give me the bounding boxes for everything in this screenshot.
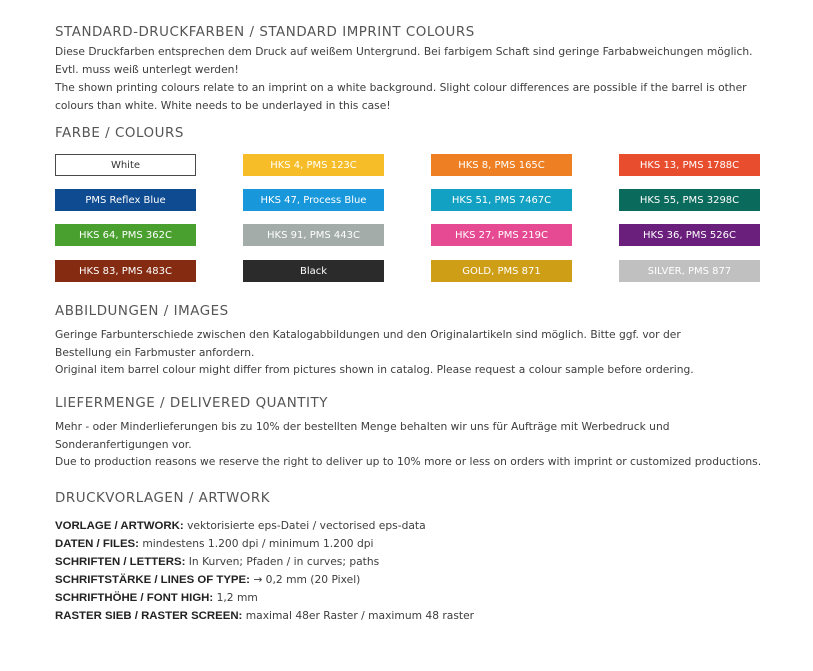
images-text: Geringe Farbunterschiede zwischen den Katalogabbildungen und den Originalartikeln sind möglich. Bitte ggf. vor der Bestellung ein Farbmuster anfordern. Original item barrel colour might differ from pictures shown in catalog. Please request a colour sample before ordering.	[55, 328, 694, 376]
swatch-hks-4: HKS 4, PMS 123C	[243, 154, 384, 176]
spec-files: DATEN / FILES: mindestens 1.200 dpi / minimum 1.200 dpi	[55, 537, 374, 550]
swatch-hks-13: HKS 13, PMS 1788C	[619, 154, 760, 176]
spec-lines-of-type: SCHRIFTSTÄRKE / LINES OF TYPE: → 0,2 mm (20 Pixel)	[55, 573, 361, 586]
standard-colours-english-text: The shown printing colours relate to an imprint on a white background. Slight colour differences are possible if the barrel is other colours than white. White needs to be underlayed in this case!	[55, 81, 747, 112]
quantity-heading: LIEFERMENGE / DELIVERED QUANTITY	[55, 396, 328, 411]
spec-artwork: VORLAGE / ARTWORK: vektorisierte eps-Datei / vectorised eps-data	[55, 519, 426, 532]
swatch-pms-reflex-blue: PMS Reflex Blue	[55, 189, 196, 211]
swatch-hks-64: HKS 64, PMS 362C	[55, 224, 196, 246]
swatch-hks-55: HKS 55, PMS 3298C	[619, 189, 760, 211]
swatch-silver: SILVER, PMS 877	[619, 260, 760, 282]
swatch-hks-8: HKS 8, PMS 165C	[431, 154, 572, 176]
swatch-hks-47: HKS 47, Process Blue	[243, 189, 384, 211]
spec-font-high: SCHRIFTHÖHE / FONT HIGH: 1,2 mm	[55, 591, 258, 604]
quantity-text: Mehr - oder Minderlieferungen bis zu 10% der bestellten Menge behalten wir uns für Aufträge mit Werbedruck und Sonderanfertigungen vor. Due to production reasons we reserve the right to deliver up to 10% more or less on orders with imprint or customized productions.	[55, 420, 762, 468]
swatch-hks-83: HKS 83, PMS 483C	[55, 260, 196, 282]
colours-heading: FARBE / COLOURS	[55, 126, 184, 141]
standard-colours-german-text: Diese Druckfarben entsprechen dem Druck auf weißem Untergrund. Bei farbigem Schaft sind geringe Farbabweichungen möglich. Evtl. muss weiß unterlegt werden!	[55, 45, 753, 76]
swatch-hks-91: HKS 91, PMS 443C	[243, 224, 384, 246]
swatch-white: White	[55, 154, 196, 176]
spec-raster-screen: RASTER SIEB / RASTER SCREEN: maximal 48er Raster / maximum 48 raster	[55, 609, 475, 622]
swatch-black: Black	[243, 260, 384, 282]
swatch-hks-27: HKS 27, PMS 219C	[431, 224, 572, 246]
images-heading: ABBILDUNGEN / IMAGES	[55, 304, 229, 319]
swatch-hks-51: HKS 51, PMS 7467C	[431, 189, 572, 211]
artwork-heading: DRUCKVORLAGEN / ARTWORK	[55, 491, 271, 506]
swatch-gold: GOLD, PMS 871	[431, 260, 572, 282]
standard-colours-heading: STANDARD-DRUCKFARBEN / STANDARD IMPRINT COLOURS	[55, 25, 475, 40]
swatch-hks-36: HKS 36, PMS 526C	[619, 224, 760, 246]
spec-letters: SCHRIFTEN / LETTERS: In Kurven; Pfaden / in curves; paths	[55, 555, 380, 568]
